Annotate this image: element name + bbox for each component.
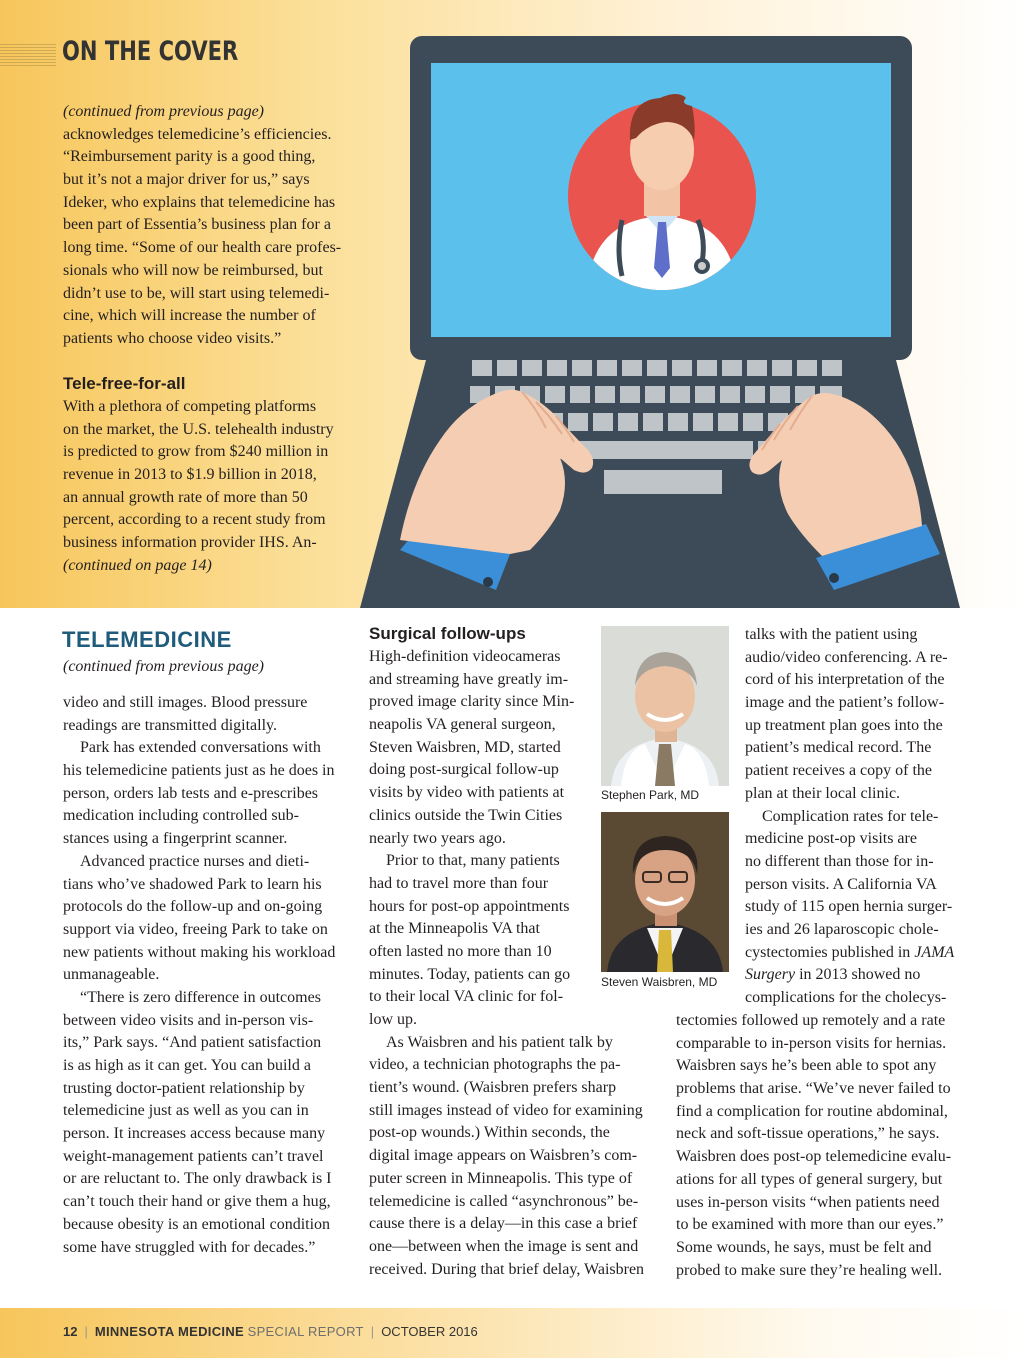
continued-note: (continued from previous page) [63,658,264,675]
text-line: neck and soft-tissue operations,” he says. [676,1125,940,1143]
text-line: talks with the patient using [745,626,918,643]
photo-steven-waisbren [601,812,729,972]
text-line: to their local VA clinic for fol- [369,988,564,1006]
text-line: often lasted no more than 10 [369,942,552,960]
text-line: Waisbren says he’s been able to spot any [676,1057,937,1075]
text-line: still images instead of video for examining [369,1101,643,1119]
text-line: percent, according to a recent study from [63,511,326,529]
separator: | [370,1324,375,1339]
text-line [745,964,954,987]
text-line: readings are transmitted digitally. [63,716,278,734]
text-line: cord of his interpretation of the [745,671,945,689]
text-line: patients who choose video visits.” [63,329,282,347]
text-line: As Waisbren and his patient talk by [386,1033,613,1051]
text-line: and streaming have greatly im- [369,670,569,688]
text-line: or are reluctant to. The only drawback is I [63,1170,332,1188]
text-line: sionals who will now be reimbursed, but [63,261,323,279]
text-line: Prior to that, many patients [386,852,560,870]
photo-caption-waisbren: Steven Waisbren, MD [601,975,718,989]
continued-on-link: (continued on page 14) [63,556,212,574]
text-line: acknowledges telemedicine’s efficiencies. [63,125,332,143]
page-number: 12 [63,1324,78,1339]
text-line: can’t touch their hand or give them a hug, [63,1193,331,1211]
text-line: tient’s wound. (Waisbren prefers sharp [369,1079,617,1097]
issue-date: OCTOBER 2016 [381,1324,478,1339]
right-column [745,624,954,1010]
text-line: but it’s not a major driver for us,” says [63,171,310,189]
text-line: one—between when the image is sent and [369,1237,639,1255]
photo-stephen-park [601,626,729,786]
text-line: stances using a fingerprint scanner. [63,830,288,848]
text-line: tectomies followed up remotely and a rate [676,1012,946,1029]
text-line: Some wounds, he says, must be felt and [676,1238,932,1256]
text-line: because obesity is an emotional condition [63,1215,331,1233]
text-line: uses in-person visits “when patients need [676,1193,940,1211]
cover-column [63,101,341,351]
text-line: Park has extended conversations with [80,739,321,757]
journal-name: JAMA [914,943,955,961]
text-line: minutes. Today, patients can go [369,965,571,983]
text-line: revenue in 2013 to $1.9 billion in 2018, [63,466,317,484]
text-line: some have struggled with for decades.” [63,1238,316,1256]
text-line: Steven Waisbren, MD, started [369,738,561,756]
text-line: doing post-surgical follow-up [369,761,559,779]
text-line: complications for the cholecys- [745,989,947,1006]
text-line: patient receives a copy of the [745,762,933,780]
text-line: didn’t use to be, will start using telemedi- [63,284,330,302]
text-line: Advanced practice nurses and dieti- [80,852,310,870]
text-line: Complication rates for tele- [762,807,939,825]
text-line: Waisbren does post-op telemedicine evalu- [676,1148,952,1166]
text-line: is as high as it can get. You can build a [63,1057,311,1074]
text-line [745,942,954,965]
cover-column-2 [63,396,334,578]
text-line: plan at their local clinic. [745,784,901,802]
text-line: telemedicine is called “asynchronous” be- [369,1192,639,1210]
text-line: ies and 26 laparoscopic chole- [745,920,939,938]
text-line: find a complication for routine abdominal, [676,1102,948,1120]
subheading-surgical: Surgical follow-ups [369,624,526,643]
journal-name-cont: Surgery [745,966,796,984]
text-line: low up. [369,1011,417,1028]
decorative-stripes [0,44,56,66]
text-line: study of 115 open hernia surger- [745,898,953,916]
text-line: person. It increases access because many [63,1125,326,1143]
laptop-doctor-illustration [360,30,990,608]
text-line: at the Minneapolis VA that [369,920,540,938]
text-line: proved image clarity since Min- [369,693,575,711]
section-name: SPECIAL REPORT [247,1324,364,1339]
text-span: cystectomies published in [745,943,915,961]
text-line: image and the patient’s follow- [745,694,945,712]
text-line: comparable to in-person visits for hernias. [676,1034,947,1052]
text-line: long time. “Some of our health care profes- [63,239,342,257]
text-line: video and still images. Blood pressure [63,694,308,711]
text-line: Ideker, who explains that telemedicine has [63,193,336,211]
right-column-wide [676,1010,951,1282]
text-line: post-op wounds.) Within seconds, the [369,1124,610,1142]
text-line: audio/video conferencing. A re- [745,648,948,666]
text-line: unmanageable. [63,966,160,984]
text-line: his telemedicine patients just as he does in [63,762,335,780]
text-line: digital image appears on Waisbren’s com- [369,1147,638,1165]
text-line: on the market, the U.S. telehealth industry [63,420,334,438]
text-line: telemedicine just as well as you can in [63,1102,309,1120]
text-line: medication including controlled sub- [63,807,299,825]
photo-caption-park: Stephen Park, MD [601,788,700,802]
text-line: probed to make sure they’re healing well. [676,1261,943,1279]
text-line: video, a technician photographs the pa- [369,1056,621,1074]
text-line: person, orders lab tests and e-prescribes [63,784,319,802]
text-line: person visits. A California VA [745,875,937,893]
section-title: ON THE COVER [62,36,239,67]
subheading-tele-free: Tele-free-for-all [63,374,186,393]
text-line: problems that arise. “We’ve never failed to [676,1080,951,1098]
text-line: its,” Park says. “And patient satisfaction [63,1034,322,1052]
text-line: trusting doctor-patient relationship by [63,1079,305,1097]
text-line: cause there is a delay—in this case a brief [369,1215,638,1233]
text-line: been part of Essentia’s business plan for a [63,216,331,234]
text-line: nearly two years ago. [369,829,506,847]
trackpad [604,470,722,494]
text-line: clinics outside the Twin Cities [369,806,563,824]
text-line: new patients without making his workload [63,943,336,961]
text-line: is predicted to grow from $240 million in [63,443,329,461]
text-line: neapolis VA general surgeon, [369,716,556,734]
text-line: support via video, freeing Park to take on [63,920,328,938]
footer [63,1324,478,1339]
telemedicine-column [63,692,335,1259]
text-line: up treatment plan goes into the [745,716,943,734]
text-line: “There is zero difference in outcomes [80,988,321,1006]
text-line: puter screen in Minneapolis. This type of [369,1169,633,1187]
text-line: hours for post-op appointments [369,897,570,915]
text-line: With a plethora of competing platforms [63,398,317,415]
text-line: protocols do the follow-up and on-going [63,898,323,916]
text-line: tians who’ve shadowed Park to learn his [63,875,322,893]
text-line: “Reimbursement parity is a good thing, [63,148,316,166]
telemedicine-heading: TELEMEDICINE [62,627,232,652]
text-line: to be examined with more than our eyes.” [676,1216,944,1234]
continued-note: (continued from previous page) [63,103,264,120]
text-line: no different than those for in- [745,852,934,870]
text-span: in 2013 showed no [795,966,921,984]
text-line: weight-management patients can’t travel [63,1147,324,1165]
text-line: business information provider IHS. An- [63,534,317,552]
text-line: cine, which will increase the number of [63,307,316,325]
magazine-name: MINNESOTA MEDICINE [94,1324,244,1339]
text-line: had to travel more than four [369,874,549,892]
separator: | [84,1324,88,1339]
text-line: visits by video with patients at [369,784,565,802]
text-line: medicine post-op visits are [745,830,917,848]
text-line: received. During that brief delay, Waisbren [369,1260,645,1278]
text-line: High-definition videocameras [369,648,561,665]
text-line: between video visits and in-person vis- [63,1011,314,1029]
text-line: ations for all types of general surgery, but [676,1170,943,1188]
text-line: patient’s medical record. The [745,739,932,757]
text-line: an annual growth rate of more than 50 [63,488,308,506]
